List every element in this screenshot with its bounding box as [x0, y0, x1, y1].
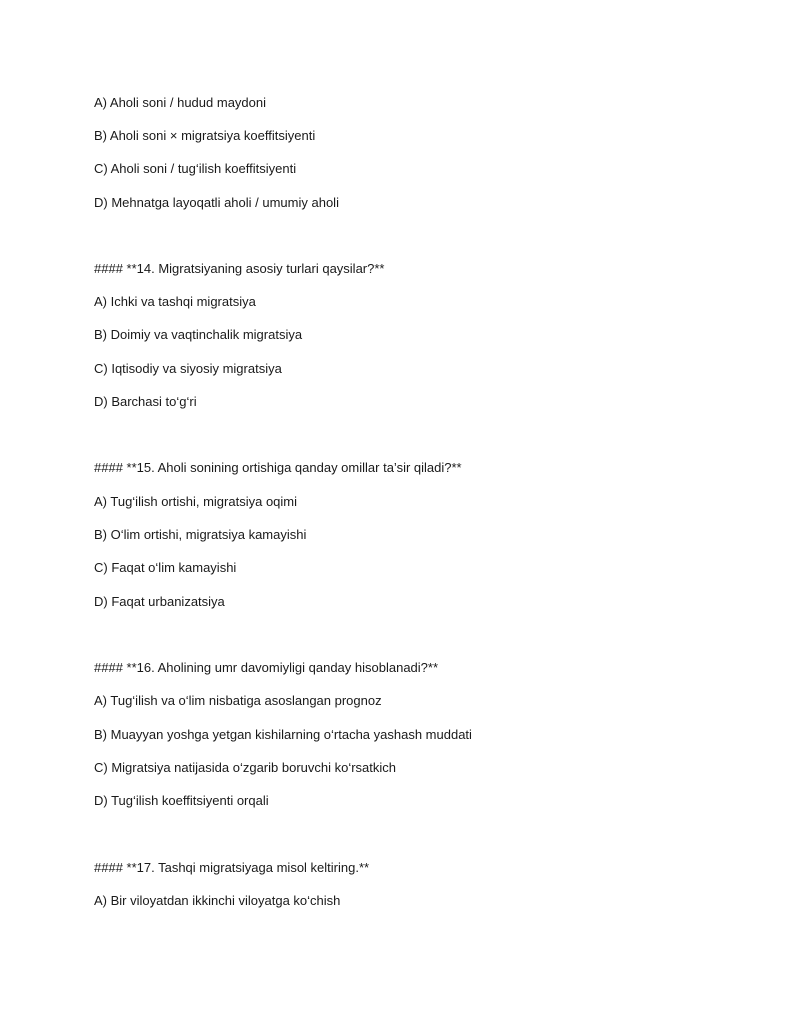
- q17-heading: #### **17. Tashqi migratsiyaga misol keltiring.**: [94, 860, 370, 875]
- q14-option-c: C) Iqtisodiy va siyosiy migratsiya: [94, 361, 282, 376]
- q13-option-b: B) Aholi soni × migratsiya koeffitsiyenti: [94, 128, 316, 143]
- q16-option-c: C) Migratsiya natijasida o‘zgarib boruvchi ko‘rsatkich: [94, 760, 397, 775]
- q17-option-a: A) Bir viloyatdan ikkinchi viloyatga ko‘chish: [94, 893, 341, 908]
- q15-option-d: D) Faqat urbanizatsiya: [94, 594, 225, 609]
- q15-heading: #### **15. Aholi sonining ortishiga qanday omillar ta’sir qiladi?**: [94, 460, 462, 475]
- q16-option-d: D) Tug‘ilish koeffitsiyenti orqali: [94, 793, 269, 808]
- q14-option-d: D) Barchasi to‘g‘ri: [94, 394, 197, 409]
- q14-option-a: A) Ichki va tashqi migratsiya: [94, 294, 256, 309]
- q15-option-a: A) Tug‘ilish ortishi, migratsiya oqimi: [94, 494, 298, 509]
- q15-option-b: B) O‘lim ortishi, migratsiya kamayishi: [94, 527, 307, 542]
- q15-option-c: C) Faqat o‘lim kamayishi: [94, 560, 237, 575]
- q16-heading: #### **16. Aholining umr davomiyligi qanday hisoblanadi?**: [94, 660, 439, 675]
- q14-heading: #### **14. Migratsiyaning asosiy turlari qaysilar?**: [94, 261, 385, 276]
- q13-option-a: A) Aholi soni / hudud maydoni: [94, 95, 266, 110]
- q14-option-b: B) Doimiy va vaqtinchalik migratsiya: [94, 327, 303, 342]
- q16-option-a: A) Tug‘ilish va o‘lim nisbatiga asoslangan prognoz: [94, 693, 382, 708]
- q16-option-b: B) Muayyan yoshga yetgan kishilarning o‘rtacha yashash muddati: [94, 727, 472, 742]
- q13-option-c: C) Aholi soni / tug‘ilish koeffitsiyenti: [94, 161, 297, 176]
- q13-option-d: D) Mehnatga layoqatli aholi / umumiy aholi: [94, 195, 339, 210]
